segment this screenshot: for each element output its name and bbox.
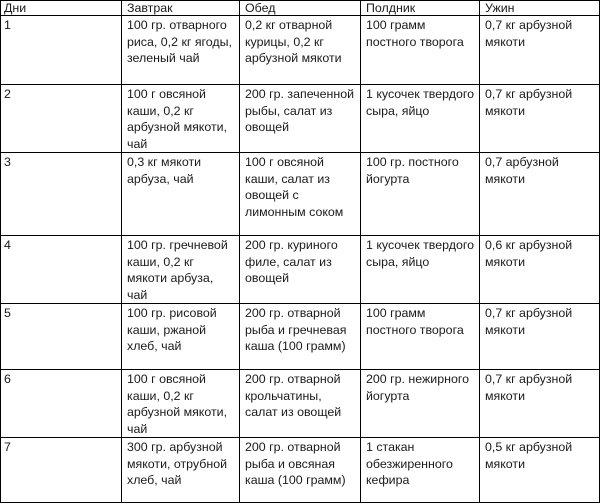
snack-cell: 1 кусочек твердого сыра, яйцо <box>361 85 480 153</box>
header-days: Дни <box>1 1 122 16</box>
day-cell: 5 <box>1 304 122 370</box>
day-cell: 4 <box>1 236 122 304</box>
breakfast-cell: 100 гр. отварного риса, 0,2 кг ягоды, зеленый чай <box>122 16 240 85</box>
day-cell: 7 <box>1 438 122 503</box>
lunch-cell: 200 гр. отварной рыба и овсяная каша (100 грамм) <box>240 438 361 503</box>
table-row <box>1 16 600 85</box>
dinner-cell: 0,6 кг арбузной мякоти <box>480 236 600 304</box>
dinner-cell: 0,5 кг арбузной мякоти <box>480 438 600 503</box>
lunch-cell: 0,2 кг отварной курицы, 0,2 кг арбузной мякоти <box>240 16 361 85</box>
table-row <box>1 153 600 236</box>
breakfast-cell: 100 г овсяной каши, 0,2 кг арбузной мякоти, чай <box>122 85 240 153</box>
table-row <box>1 370 600 438</box>
header-snack: Полдник <box>361 1 480 16</box>
lunch-cell: 200 гр. отварной крольчатины, салат из овощей <box>240 370 361 438</box>
lunch-cell: 200 гр. куриного филе, салат из овощей <box>240 236 361 304</box>
day-cell: 6 <box>1 370 122 438</box>
breakfast-cell: 100 гр. гречневой каши, 0,2 кг мякоти арбуза, чай <box>122 236 240 304</box>
table-row <box>1 236 600 304</box>
snack-cell: 1 стакан обезжиренного кефира <box>361 438 480 503</box>
snack-cell: 100 грамм постного творога <box>361 16 480 85</box>
dinner-cell: 0,7 арбузной мякоти <box>480 153 600 236</box>
dinner-cell: 0,7 кг арбузной мякоти <box>480 85 600 153</box>
header-dinner: Ужин <box>480 1 600 16</box>
snack-cell: 200 гр. нежирного йогурта <box>361 370 480 438</box>
breakfast-cell: 100 г овсяной каши, 0,2 кг арбузной мякоти, чай <box>122 370 240 438</box>
day-cell: 2 <box>1 85 122 153</box>
snack-cell: 100 грамм постного творога <box>361 304 480 370</box>
dinner-cell: 0,7 кг арбузной мякоти <box>480 16 600 85</box>
snack-cell: 1 кусочек твердого сыра, яйцо <box>361 236 480 304</box>
lunch-cell: 100 г овсяной каши, салат из овощей с лимонным соком <box>240 153 361 236</box>
dinner-cell: 0,7 кг арбузной мякоти <box>480 370 600 438</box>
lunch-cell: 200 гр. запеченной рыбы, салат из овощей <box>240 85 361 153</box>
table-row <box>1 304 600 370</box>
breakfast-cell: 100 гр. рисовой каши, ржаной хлеб, чай <box>122 304 240 370</box>
snack-cell: 100 гр. постного йогурта <box>361 153 480 236</box>
day-cell: 1 <box>1 16 122 85</box>
breakfast-cell: 0,3 кг мякоти арбуза, чай <box>122 153 240 236</box>
breakfast-cell: 300 гр. арбузной мякоти, отрубной хлеб, чай <box>122 438 240 503</box>
table-row <box>1 438 600 503</box>
table-row <box>1 85 600 153</box>
day-cell: 3 <box>1 153 122 236</box>
header-breakfast: Завтрак <box>122 1 240 16</box>
header-lunch: Обед <box>240 1 361 16</box>
table-header-row <box>1 1 600 16</box>
dinner-cell: 0,7 кг арбузной мякоти <box>480 304 600 370</box>
lunch-cell: 200 гр. отварной рыба и гречневая каша (100 грамм) <box>240 304 361 370</box>
